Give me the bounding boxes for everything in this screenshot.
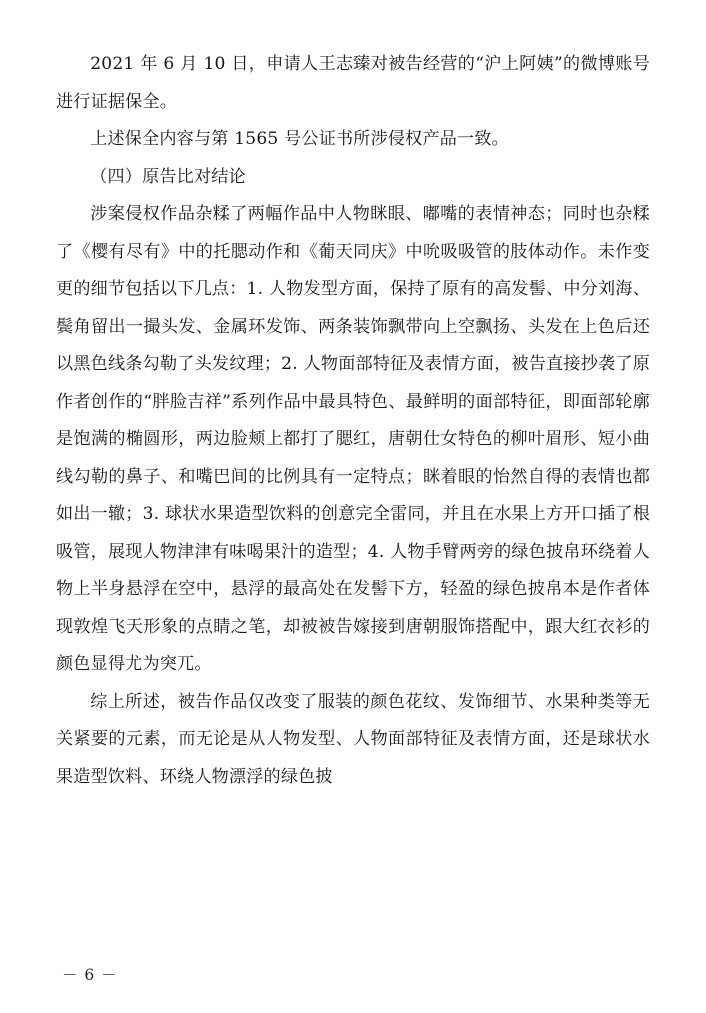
paragraph-5: 综上所述，被告作品仅改变了服装的颜色花纹、发饰细节、水果种类等无关紧要的元素，而无论是从人物发型、人物面部特征及表情方面，还是球状水果造型饮料、环绕人物漂浮的绿色披: [56, 691, 650, 787]
document-body: [56, 46, 650, 796]
page-number: － 6 －: [62, 966, 118, 984]
paragraph-4: 涉案侵权作品杂糅了两幅作品中人物眯眼、嘟嘴的表情神态；同时也杂糅了《樱有尽有》中的托腮动作和《葡天同庆》中吮吸吸管的肢体动作。未作变更的细节包括以下几点：1. 人物发型方面，保持了原有的高发髻、中分刘海、鬓角留出一撮头发、金属环发饰、两条装饰飘带向上空飘扬、头发在上色后还以黑色线条勾勒了头发纹理；2. 人物面部特征及表情方面，被告直接抄袭了原作者创作的“胖脸吉祥”系列作品中最具特色、最鲜明的面部特征，即面部轮廓是饱满的椭圆形，两边脸颊上都打了腮红，唐朝仕女特色的柳叶眉形、短小曲线勾勒的鼻子、和嘴巴间的比例具有一定特点；眯着眼的怡然自得的表情也都如出一辙；3. 球状水果造型饮料的创意完全雷同，并且在水果上方开口插了根吸管，展现人物津津有味喝果汁的造型；4. 人物手臂两旁的绿色披帛环绕着人物上半身悬浮在空中，悬浮的最高处在发髻下方，轻盈的绿色披帛本是作者体现敦煌飞天形象的点睛之笔，却被被告嫁接到唐朝服饰搭配中，跟大红衣衫的颜色显得尤为突兀。: [56, 204, 650, 674]
paragraph-1: 2021 年 6 月 10 日，申请人王志臻对被告经营的“沪上阿姨”的微博账号进行证据保全。: [56, 54, 650, 112]
paragraph-3-heading: （四）原告比对结论: [90, 166, 246, 187]
paragraph-2: 上述保全内容与第 1565 号公证书所涉侵权产品一致。: [90, 129, 509, 149]
